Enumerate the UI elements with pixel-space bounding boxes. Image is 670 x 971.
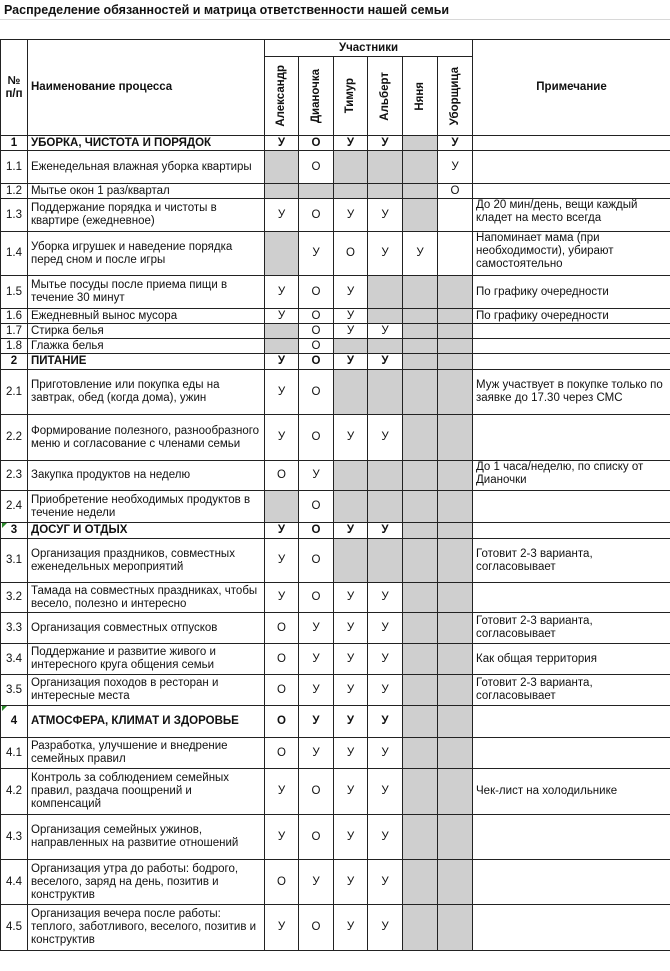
role-cell: О [265,644,299,675]
role-cell [334,491,368,523]
process-name: Организация совместных отпусков [28,613,265,644]
column-header-participant [299,57,334,136]
process-name: Поддержание порядка и чистоты в квартире (ежедневное) [28,199,265,232]
table-row [1,815,670,860]
role-cell: У [368,644,403,675]
row-number: 3.4 [1,644,28,675]
role-cell [403,309,438,324]
row-number: 1.6 [1,309,28,324]
role-cell: У [334,309,368,324]
note-cell [473,738,670,769]
process-name: Организация праздников, совместных еженедельных мероприятий [28,539,265,583]
role-cell: У [368,675,403,706]
row-number: 1.7 [1,324,28,339]
note-cell [473,415,670,461]
role-cell: О [265,613,299,644]
role-cell [334,539,368,583]
role-cell [403,613,438,644]
role-cell [403,675,438,706]
role-cell [438,309,473,324]
process-name: Закупка продуктов на неделю [28,461,265,491]
role-cell: У [334,613,368,644]
role-cell: У [368,706,403,738]
column-header-process: Наименование процесса [28,40,265,136]
note-cell: Напоминает мама (при необходимости), убирают самостоятельно [473,232,670,276]
note-cell: До 1 часа/неделю, по списку от Дианочки [473,461,670,491]
row-number: 1.4 [1,232,28,276]
role-cell [403,184,438,199]
role-cell [438,539,473,583]
role-cell [438,706,473,738]
note-cell [473,136,670,151]
role-cell [438,354,473,370]
process-name: Приготовление или покупка еды на завтрак, обед (когда дома), ужин [28,370,265,415]
row-number: 1.5 [1,276,28,309]
role-cell [334,151,368,184]
process-name: Контроль за соблюдением семейных правил, раздача поощрений и компенсаций [28,769,265,815]
role-cell: О [265,461,299,491]
note-cell: Как общая территория [473,644,670,675]
participant-name: Дианочка [309,68,322,124]
process-name: Стирка белья [28,324,265,339]
note-cell: Готовит 2-3 варианта, согласовывает [473,539,670,583]
process-name: Поддержание и развитие живого и интересного круга общения семьи [28,644,265,675]
role-cell: У [265,523,299,539]
role-cell [403,324,438,339]
process-name: Организация семейных ужинов, направленных на развитие отношений [28,815,265,860]
role-cell [334,184,368,199]
role-cell: О [299,491,334,523]
column-header-participant [403,57,438,136]
column-header-participant [368,57,403,136]
row-number: 1.8 [1,339,28,354]
note-cell: По графику очередности [473,276,670,309]
row-number: 4.1 [1,738,28,769]
column-header-participant [438,57,473,136]
role-cell: О [299,415,334,461]
role-cell: У [334,738,368,769]
row-number: 2.1 [1,370,28,415]
table-row [1,199,670,232]
role-cell: У [403,232,438,276]
role-cell [368,184,403,199]
note-cell [473,151,670,184]
role-cell: У [334,860,368,905]
role-cell: У [368,613,403,644]
role-cell: О [265,860,299,905]
comment-marker-icon [2,706,7,711]
role-cell [438,523,473,539]
role-cell [438,815,473,860]
role-cell [403,860,438,905]
role-cell: У [368,769,403,815]
participant-name: Уборщица [448,66,461,126]
row-number: 4.4 [1,860,28,905]
role-cell [438,905,473,951]
process-name: АТМОСФЕРА, КЛИМАТ И ЗДОРОВЬЕ [28,706,265,738]
note-cell [473,815,670,860]
note-cell [473,354,670,370]
role-cell [403,415,438,461]
role-cell: У [368,583,403,613]
role-cell [438,675,473,706]
role-cell: У [299,644,334,675]
note-cell [473,324,670,339]
role-cell: У [265,539,299,583]
role-cell: У [334,905,368,951]
role-cell: У [334,136,368,151]
role-cell: У [299,706,334,738]
role-cell: У [265,136,299,151]
role-cell [403,136,438,151]
role-cell [438,613,473,644]
role-cell: У [299,232,334,276]
row-number: 2.3 [1,461,28,491]
role-cell [438,769,473,815]
process-name: ПИТАНИЕ [28,354,265,370]
role-cell [403,151,438,184]
role-cell [368,276,403,309]
process-name: Организация походов в ресторан и интересные места [28,675,265,706]
role-cell [403,815,438,860]
role-cell [368,539,403,583]
process-name: Приобретение необходимых продуктов в течение недели [28,491,265,523]
role-cell: О [299,276,334,309]
role-cell [403,276,438,309]
process-name: Организация вечера после работы: теплого, заботливого, веселого, позитив и конструктив [28,905,265,951]
table-row [1,276,670,309]
role-cell [403,905,438,951]
process-name: ДОСУГ И ОТДЫХ [28,523,265,539]
role-cell: О [299,769,334,815]
role-cell [403,706,438,738]
row-number: 4.5 [1,905,28,951]
process-name: Разработка, улучшение и внедрение семейных правил [28,738,265,769]
role-cell: О [299,339,334,354]
row-number: 1.2 [1,184,28,199]
role-cell: У [334,276,368,309]
role-cell: У [334,583,368,613]
role-cell: У [368,415,403,461]
column-header-note: Примечание [473,40,670,136]
role-cell: У [368,860,403,905]
role-cell: О [299,324,334,339]
role-cell: О [299,370,334,415]
table-row [1,860,670,905]
table-row [1,644,670,675]
role-cell [438,738,473,769]
role-cell: У [334,769,368,815]
process-name: Организация утра до работы: бодрого, веселого, заряд на день, позитив и конструктив [28,860,265,905]
table-row [1,769,670,815]
note-cell: Чек-лист на холодильнике [473,769,670,815]
row-number: 3.2 [1,583,28,613]
table-row [1,151,670,184]
role-cell [438,339,473,354]
role-cell [403,339,438,354]
role-cell [438,583,473,613]
role-cell: О [334,232,368,276]
role-cell: У [265,354,299,370]
participant-name: Альберт [378,71,391,121]
role-cell: У [438,151,473,184]
role-cell [265,151,299,184]
note-cell: До 20 мин/день, вещи каждый кладет на место всегда [473,199,670,232]
role-cell: О [265,706,299,738]
role-cell [265,184,299,199]
note-cell: Муж участвует в покупке только по заявке до 17.30 через СМС [473,370,670,415]
participants-group-header: Участники [265,40,473,57]
row-number: 3 [1,523,28,539]
role-cell: У [368,738,403,769]
participant-name: Александр [275,65,287,127]
process-name: Мытье посуды после приема пищи в течение 30 минут [28,276,265,309]
table-row [1,461,670,491]
section-row [1,706,670,738]
role-cell: У [334,415,368,461]
role-cell [334,461,368,491]
role-cell [403,644,438,675]
role-cell [403,491,438,523]
participant-name: Тимур [344,78,356,114]
role-cell [299,184,334,199]
role-cell: У [368,324,403,339]
role-cell: У [368,354,403,370]
role-cell [403,354,438,370]
role-cell [438,199,473,232]
note-cell: Готовит 2-3 варианта, согласовывает [473,613,670,644]
role-cell [368,309,403,324]
role-cell: У [265,905,299,951]
role-cell [403,461,438,491]
role-cell [438,644,473,675]
note-cell: По графику очередности [473,309,670,324]
role-cell [438,370,473,415]
role-cell: О [265,738,299,769]
process-name: Ежедневный вынос мусора [28,309,265,324]
role-cell [403,539,438,583]
process-name: Тамада на совместных праздниках, чтобы весело, полезно и интересно [28,583,265,613]
role-cell [265,491,299,523]
row-number: 4.3 [1,815,28,860]
role-cell [368,461,403,491]
note-cell [473,184,670,199]
role-cell: У [299,738,334,769]
process-name: Глажка белья [28,339,265,354]
role-cell: У [265,276,299,309]
role-cell: У [334,815,368,860]
role-cell [438,461,473,491]
row-number: 2.2 [1,415,28,461]
role-cell [368,370,403,415]
row-number: 4.2 [1,769,28,815]
role-cell [403,370,438,415]
role-cell: О [299,199,334,232]
comment-marker-icon [2,523,7,528]
participant-name: Няня [413,81,426,111]
role-cell: У [334,324,368,339]
role-cell: У [368,815,403,860]
role-cell [334,370,368,415]
role-cell: О [299,539,334,583]
row-number: 1.3 [1,199,28,232]
page-title: Распределение обязанностей и матрица ответственности нашей семьи [0,0,670,20]
role-cell: У [299,675,334,706]
role-cell [265,324,299,339]
role-cell: О [299,354,334,370]
role-cell [368,151,403,184]
table-row [1,491,670,523]
role-cell [403,769,438,815]
role-cell [368,339,403,354]
table-row [1,613,670,644]
role-cell: О [299,309,334,324]
table-row [1,905,670,951]
note-cell [473,491,670,523]
process-name: УБОРКА, ЧИСТОТА И ПОРЯДОК [28,136,265,151]
row-number: 3.1 [1,539,28,583]
row-number: 3.3 [1,613,28,644]
column-header-participant [334,57,368,136]
table-row [1,675,670,706]
role-cell: У [334,675,368,706]
table-row [1,583,670,613]
role-cell: У [265,199,299,232]
role-cell: У [265,583,299,613]
table-row [1,184,670,199]
row-number: 3.5 [1,675,28,706]
role-cell: О [265,675,299,706]
role-cell: У [368,523,403,539]
role-cell: У [265,309,299,324]
role-cell [438,232,473,276]
column-header-participant [265,57,299,136]
role-cell: У [334,706,368,738]
table-row [1,415,670,461]
role-cell: У [368,905,403,951]
role-cell: О [299,905,334,951]
responsibility-matrix [0,39,670,951]
role-cell: У [334,644,368,675]
role-cell: О [299,151,334,184]
note-cell [473,860,670,905]
row-number: 1 [1,136,28,151]
role-cell [438,415,473,461]
role-cell: У [368,136,403,151]
column-header-num: № п/п [1,40,28,136]
table-row [1,232,670,276]
role-cell [403,199,438,232]
role-cell: У [334,199,368,232]
role-cell: У [368,232,403,276]
table-row [1,339,670,354]
note-cell [473,905,670,951]
role-cell: У [265,370,299,415]
table-row [1,738,670,769]
role-cell [403,583,438,613]
role-cell: У [334,354,368,370]
role-cell [403,523,438,539]
table-row [1,539,670,583]
role-cell: У [334,523,368,539]
note-cell [473,583,670,613]
process-name: Уборка игрушек и наведение порядка перед сном и после игры [28,232,265,276]
role-cell: О [299,523,334,539]
role-cell [438,276,473,309]
role-cell [265,232,299,276]
table-row [1,309,670,324]
role-cell: У [299,860,334,905]
note-cell [473,706,670,738]
row-number: 4 [1,706,28,738]
role-cell [265,339,299,354]
process-name: Еженедельная влажная уборка квартиры [28,151,265,184]
role-cell [438,860,473,905]
blank-row [0,20,670,40]
table-row [1,370,670,415]
row-number: 2 [1,354,28,370]
row-number: 2.4 [1,491,28,523]
note-cell: Готовит 2-3 варианта, согласовывает [473,675,670,706]
role-cell: У [299,461,334,491]
note-cell [473,523,670,539]
role-cell [438,324,473,339]
role-cell: О [299,136,334,151]
table-row [1,324,670,339]
role-cell: О [299,583,334,613]
section-row [1,354,670,370]
process-name: Мытье окон 1 раз/квартал [28,184,265,199]
role-cell: У [438,136,473,151]
role-cell: У [368,199,403,232]
process-name: Формирование полезного, разнообразного меню и согласование с членами семьи [28,415,265,461]
section-row [1,523,670,539]
role-cell [438,491,473,523]
section-row [1,136,670,151]
role-cell [334,339,368,354]
role-cell: У [265,769,299,815]
role-cell [403,738,438,769]
row-number: 1.1 [1,151,28,184]
role-cell: О [299,815,334,860]
role-cell: У [265,415,299,461]
role-cell: У [299,613,334,644]
role-cell [368,491,403,523]
role-cell: У [265,815,299,860]
role-cell: О [438,184,473,199]
note-cell [473,339,670,354]
